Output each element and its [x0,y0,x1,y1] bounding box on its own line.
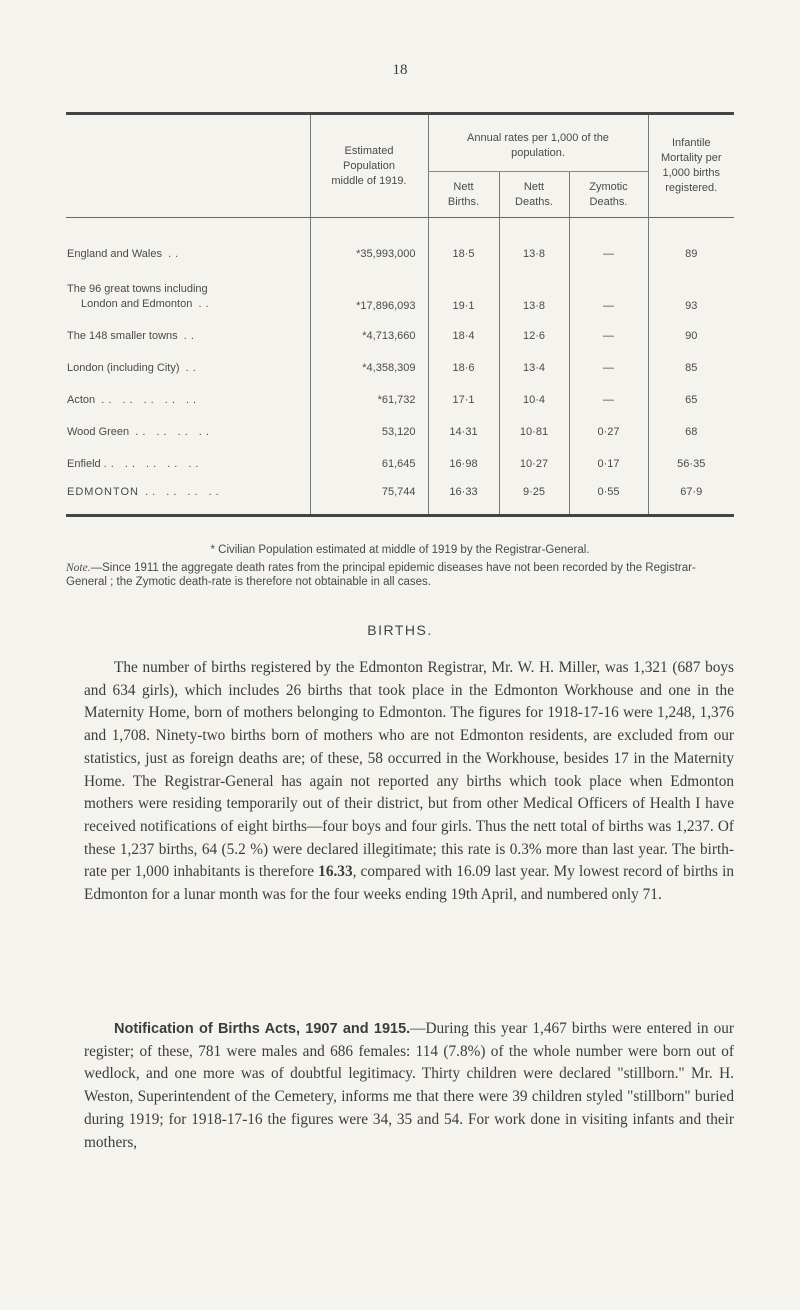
row-infant: 65 [648,384,734,416]
row-zymotic: — [569,234,648,274]
header-nett-births: Nett Births. [428,172,499,218]
row-population: 61,645 [310,448,428,480]
table-row [66,448,734,480]
row-births: 19·1 [428,274,499,320]
row-zymotic: 0·55 [569,480,648,514]
row-zymotic: — [569,274,648,320]
table-row [66,384,734,416]
row-births: 17·1 [428,384,499,416]
row-zymotic: — [569,384,648,416]
table-row [66,352,734,384]
row-population: *61,732 [310,384,428,416]
row-infant: 56·35 [648,448,734,480]
row-deaths: 10·81 [499,416,569,448]
row-deaths: 12·6 [499,320,569,352]
row-deaths: 10·4 [499,384,569,416]
vital-statistics-table [66,112,734,517]
row-infant: 67·9 [648,480,734,514]
row-births: 18·5 [428,234,499,274]
note-footnote [66,561,734,589]
note-label: Note. [66,562,91,574]
row-population: 53,120 [310,416,428,448]
row-name: London (including City) .. [67,362,200,374]
row-deaths: 13·8 [499,234,569,274]
row-name: The 96 great towns including London and Edmonton .. [67,283,213,310]
row-name: EDMONTON .. .. .. .. [67,486,223,498]
page-number: 18 [392,62,408,78]
header-zymotic-deaths: Zymotic Deaths. [569,172,648,218]
header-infant-mortality: Infantile Mortality per 1,000 births registered. [648,115,734,218]
header-nett-deaths: Nett Deaths. [499,172,569,218]
table-row [66,480,734,514]
row-zymotic: 0·17 [569,448,648,480]
table-row [66,416,734,448]
row-infant: 93 [648,274,734,320]
row-name: The 148 smaller towns .. [67,330,198,342]
table-row [66,274,734,320]
row-deaths: 10·27 [499,448,569,480]
row-deaths: 13·8 [499,274,569,320]
row-births: 14·31 [428,416,499,448]
row-births: 18·4 [428,320,499,352]
header-blank [66,115,310,218]
row-infant: 89 [648,234,734,274]
row-births: 18·6 [428,352,499,384]
row-infant: 85 [648,352,734,384]
row-population: *4,713,660 [310,320,428,352]
table-row [66,234,734,274]
row-zymotic: — [569,352,648,384]
row-population: *4,358,309 [310,352,428,384]
row-name: Wood Green .. .. .. .. [67,426,213,438]
row-zymotic: — [569,320,648,352]
row-population: *17,896,093 [310,274,428,320]
table-row [66,320,734,352]
row-name: Enfield .. .. .. .. .. [67,458,203,470]
row-name: England and Wales .. [67,248,183,260]
row-births: 16·98 [428,448,499,480]
row-zymotic: 0·27 [569,416,648,448]
birth-rate-value: 16.33 [318,863,353,881]
row-population: *35,993,000 [310,234,428,274]
births-paragraph: The number of births registered by the Edmonton Registrar, Mr. W. H. Miller, was 1,321 (687 boys and 634 girls), which includes 26 births that took place in the Edmonton Workhouse and one in the Maternity Home, born of mothers belonging to Edmonton. The figures for 1918-17-16 were 1,248, 1,376 and 1,708. Ninety-two births born of mothers who are not Edmonton residents, are excluded from our statistics, just as foreign deaths are; of these, 58 occurred in the Workhouse, besides 17 in the Maternity Home. The Registrar-General has again not reported any births which took place when Edmonton mothers were residing temporarily out of their district, but from other Medical Officers of Health I have received notifications of eight births—four boys and four girls. Thus the nett total of births was 1,237. Of these 1,237 births, 64 (5.2 %) were declared illegitimate; this rate is 0.3% more than last year. The birth-rate per 1,000 inhabitants is therefore 16.33, compared with 16.09 last year. My lowest record of births in Edmonton for a lunar month was for the four weeks ending 19th April, and numbered only 71. [84,659,734,904]
row-name: Acton .. .. .. .. .. [67,394,201,406]
notification-heading: Notification of Births Acts, 1907 and 1915. [114,1021,411,1037]
row-infant: 90 [648,320,734,352]
row-births: 16·33 [428,480,499,514]
notification-paragraph: Notification of Births Acts, 1907 and 1915.—During this year 1,467 births were entered in our register; of these, 781 were males and 686 females: 114 (7.8%) of the whole number were born out of wedlock, and one more was of doubtful legitimacy. Thirty children were declared "stillborn." Mr. H. Weston, Superintendent of the Cemetery, informs me that there were 39 children styled "stillborn" buried during 1919; for 1918-17-16 the figures were 34, 35 and 54. For work done in visiting infants and their mothers, [84,1020,735,1151]
note-text: —Since 1911 the aggregate death rates from the principal epidemic diseases have not been recorded by the Registrar-General ; the Zymotic death-rate is therefore not obtainable in all cases. [66,562,696,588]
row-population: 75,744 [310,480,428,514]
civilian-population-footnote: * Civilian Population estimated at middle of 1919 by the Registrar-General. [210,544,590,556]
row-deaths: 9·25 [499,480,569,514]
table-bottom-rule [66,514,734,517]
row-infant: 68 [648,416,734,448]
header-population: Estimated Population middle of 1919. [310,115,428,218]
births-heading: BIRTHS. [367,622,433,638]
header-annual-rates: Annual rates per 1,000 of the population. [428,115,648,172]
row-deaths: 13·4 [499,352,569,384]
